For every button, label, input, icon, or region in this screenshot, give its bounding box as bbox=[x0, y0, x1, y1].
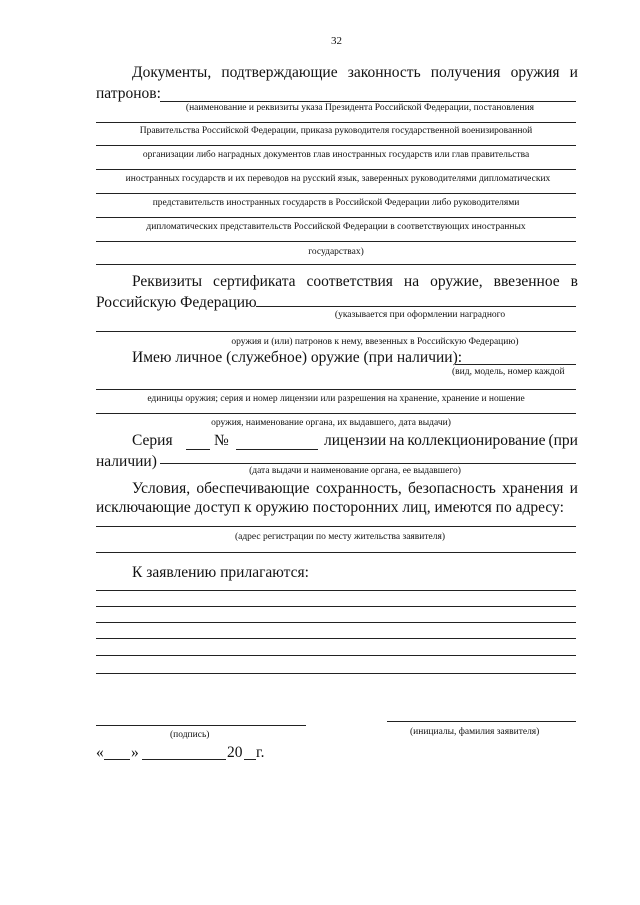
date-month-field[interactable] bbox=[142, 759, 226, 760]
cert-heading-word: сертификата bbox=[213, 273, 296, 290]
personal-fill-line[interactable] bbox=[455, 364, 576, 365]
conditions-word: безопасность bbox=[408, 480, 496, 497]
docs-fill-line[interactable] bbox=[160, 101, 576, 102]
page-number: 32 bbox=[331, 35, 342, 47]
docs-fill-line[interactable] bbox=[96, 145, 576, 146]
conditions-word: сохранность, bbox=[315, 480, 402, 497]
attachment-line[interactable] bbox=[96, 622, 576, 623]
cert-caption-2: оружия и (или) патронов к нему, ввезенных в Российскую Федерацию) bbox=[231, 337, 519, 347]
date-year-suffix: г. bbox=[256, 744, 265, 761]
cert-heading-word: оружие, bbox=[430, 273, 483, 290]
docs-fill-line[interactable] bbox=[96, 241, 576, 242]
docs-fill-line[interactable] bbox=[96, 169, 576, 170]
docs-fill-line[interactable] bbox=[96, 193, 576, 194]
personal-caption-3: оружия, наименование органа, их выдавшего, дата выдачи) bbox=[211, 418, 451, 428]
docs-heading-word: оружия bbox=[510, 64, 560, 81]
attachment-line[interactable] bbox=[96, 673, 576, 674]
docs-caption-6: дипломатических представительств Российской Федерации в соответствующих иностранных bbox=[146, 222, 526, 232]
personal-caption-2: единицы оружия; серия и номер лицензии или разрешения на хранение, хранение и ношение bbox=[147, 394, 525, 404]
cert-heading-word: Реквизиты bbox=[132, 273, 203, 290]
docs-heading-word: получения bbox=[430, 64, 501, 81]
license-caption: (дата выдачи и наименование органа, ее выдавшего) bbox=[249, 466, 461, 476]
cert-heading-word: в bbox=[570, 273, 578, 290]
cert-heading-word: соответствия bbox=[306, 273, 393, 290]
conditions-caption: (адрес регистрации по месту жительства заявителя) bbox=[234, 532, 446, 542]
attachment-line[interactable] bbox=[96, 655, 576, 656]
date-day-field[interactable] bbox=[104, 759, 130, 760]
cert-caption-1: (указывается при оформлении наградного bbox=[334, 310, 506, 320]
conditions-fill-line[interactable] bbox=[96, 552, 576, 553]
attachment-line[interactable] bbox=[96, 638, 576, 639]
docs-fill-line[interactable] bbox=[96, 122, 576, 123]
license-word: лицензии bbox=[324, 432, 387, 449]
license-cont: наличии) bbox=[96, 453, 157, 470]
license-number-field[interactable] bbox=[236, 449, 318, 450]
docs-heading bbox=[132, 64, 578, 82]
docs-fill-line[interactable] bbox=[96, 264, 576, 265]
attachments-heading: К заявлению прилагаются: bbox=[132, 564, 309, 581]
docs-caption-4: иностранных государств и их переводов на русский язык, заверенных руководителями дипломатических bbox=[125, 174, 551, 184]
license-fill-line[interactable] bbox=[160, 463, 576, 464]
license-word: на bbox=[389, 432, 405, 449]
license-series-field[interactable] bbox=[186, 449, 210, 450]
name-line[interactable] bbox=[387, 721, 576, 722]
cert-heading bbox=[132, 273, 578, 291]
license-number-label: № bbox=[214, 432, 229, 449]
license-text bbox=[324, 432, 578, 450]
cert-fill-line[interactable] bbox=[256, 306, 576, 307]
docs-heading-word: законность bbox=[347, 64, 421, 81]
personal-caption-1: (вид, модель, номер каждой bbox=[452, 367, 565, 377]
date-year-field[interactable] bbox=[244, 759, 256, 760]
conditions-word: хранения bbox=[502, 480, 564, 497]
date-quote-close: » bbox=[131, 744, 139, 761]
docs-caption-7: государствах) bbox=[308, 247, 364, 257]
conditions-word: обеспечивающие bbox=[196, 480, 310, 497]
docs-caption-2: Правительства Российской Федерации, приказа руководителя государственной военизированной bbox=[139, 126, 533, 136]
cert-heading-word: на bbox=[403, 273, 420, 290]
signature-caption: (подпись) bbox=[170, 730, 210, 740]
cert-heading-cont: Российскую Федерацию bbox=[96, 294, 257, 311]
cert-fill-line[interactable] bbox=[96, 331, 576, 332]
date-year-prefix: 20 bbox=[227, 744, 243, 761]
license-word: коллекционирование bbox=[407, 432, 546, 449]
docs-caption-5: представительств иностранных государств в Российской Федерации либо руководителями bbox=[152, 198, 520, 208]
docs-heading-word: подтверждающие bbox=[221, 64, 338, 81]
license-word: (при bbox=[548, 432, 578, 449]
personal-fill-line[interactable] bbox=[96, 413, 576, 414]
name-caption: (инициалы, фамилия заявителя) bbox=[410, 727, 540, 737]
attachment-line[interactable] bbox=[96, 606, 576, 607]
license-series-label: Серия bbox=[132, 432, 173, 449]
conditions-word: Условия, bbox=[132, 480, 191, 497]
docs-fill-line[interactable] bbox=[96, 217, 576, 218]
docs-heading-word: Документы, bbox=[132, 64, 212, 81]
conditions-line-2: исключающие доступ к оружию посторонних лиц, имеются по адресу: bbox=[96, 499, 564, 516]
docs-caption-1: (наименование и реквизиты указа Президента Российской Федерации, постановления bbox=[185, 103, 535, 113]
docs-heading-cont: патронов: bbox=[96, 85, 161, 102]
personal-fill-line[interactable] bbox=[96, 389, 576, 390]
attachment-line[interactable] bbox=[96, 590, 576, 591]
conditions-line-1 bbox=[132, 480, 578, 498]
personal-heading: Имею личное (служебное) оружие (при наличии): bbox=[132, 349, 463, 366]
signature-line[interactable] bbox=[96, 725, 306, 726]
conditions-word: и bbox=[569, 480, 578, 497]
docs-caption-3: организации либо наградных документов глав иностранных государств или глав правительства bbox=[142, 150, 530, 160]
conditions-fill-line[interactable] bbox=[96, 526, 576, 527]
date-quote-open: « bbox=[96, 744, 104, 761]
cert-heading-word: ввезенное bbox=[493, 273, 560, 290]
docs-heading-word: и bbox=[569, 64, 578, 81]
